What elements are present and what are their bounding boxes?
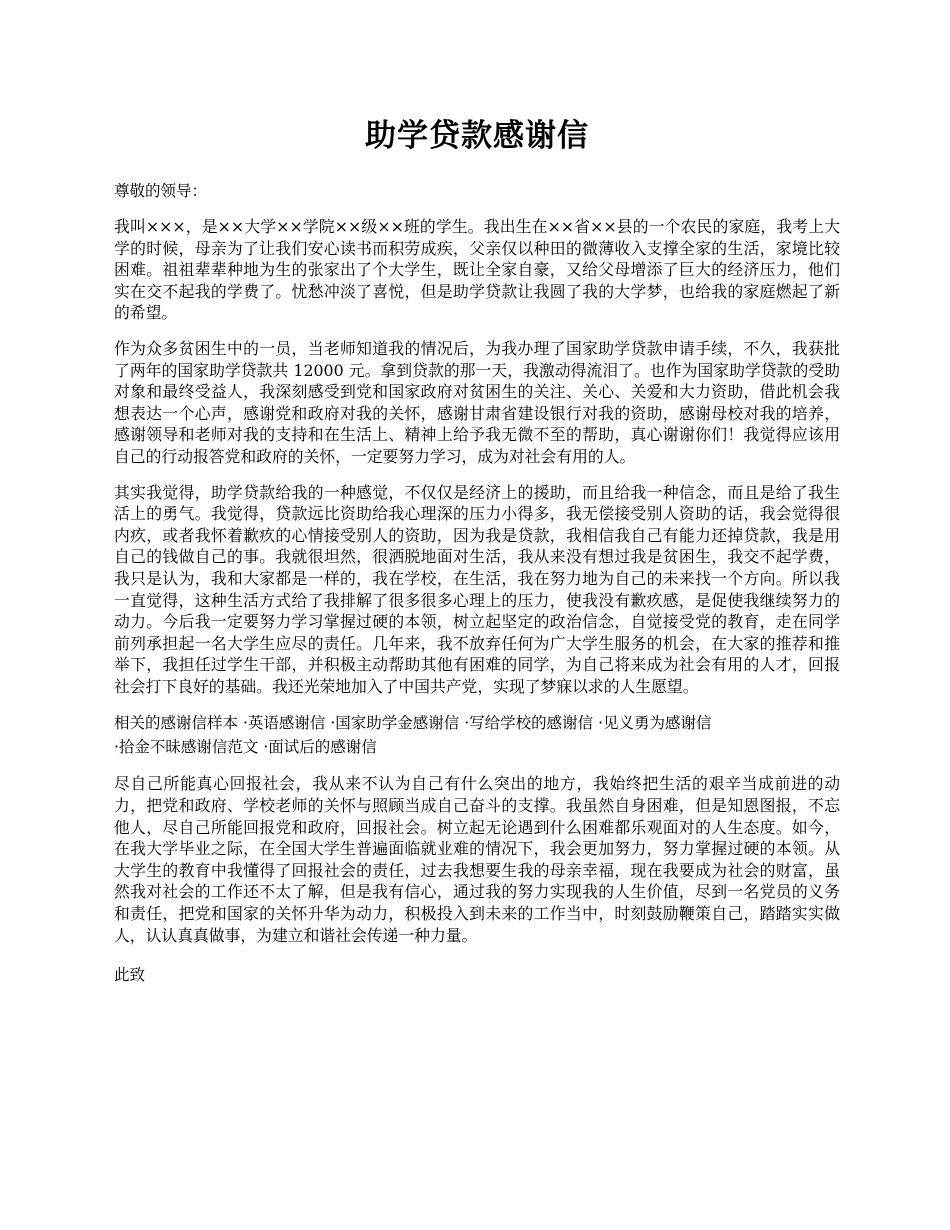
- body-paragraph-1: 我叫×××，是××大学××学院××级××班的学生。我出生在××省××县的一个农民的家庭，我考上大学的时候，母亲为了让我们安心读书而积劳成疾，父亲仅以种田的微薄收入支撑全家的生活，家境比较困难。祖祖辈辈种地为生的张家出了个大学生，既让全家自豪，又给父母增添了巨大的经济压力，他们实在交不起我的学费了。忧愁冲淡了喜悦，但是助学贷款让我圆了我的大学梦，也给我的家庭燃起了新的希望。: [114, 217, 840, 323]
- related-label: 相关的感谢信样本: [114, 714, 239, 733]
- body-paragraph-2: 作为众多贫困生中的一员，当老师知道我的情况后，为我办理了国家助学贷款申请手续，不久，我获批了两年的国家助学贷款共 12000 元。拿到贷款的那一天，我激动得流泪了。也作为国家助学贷款的受助对象和最终受益人，我深刻感受到党和国家政府对贫困生的关注、关心、关爱和大力资助，借此机会我想表达一个心声，感谢党和政府对我的关怀，感谢甘肃省建设银行对我的资助，感谢母校对我的培养，感谢领导和老师对我的支持和在生活上、精神上给予我无微不至的帮助，真心谢谢你们！我觉得应该用自己的行动报答党和政府的关怀，一定要努力学习，成为对社会有用的人。: [114, 338, 840, 466]
- document-page: [114, 0, 840, 986]
- closing: 此致: [114, 966, 146, 985]
- related-link-after-interview[interactable]: ·面试后的感谢信: [263, 738, 377, 757]
- related-link-english[interactable]: ·英语感谢信: [242, 714, 326, 733]
- related-letters-list: [114, 711, 840, 759]
- salutation: 尊敬的领导：: [114, 182, 208, 200]
- document-title: 助学贷款感谢信: [365, 118, 589, 154]
- body-paragraph-4: 尽自己所能真心回报社会，我从来不认为自己有什么突出的地方，我始终把生活的艰辛当成前进的动力，把党和政府、学校老师的关怀与照顾当成自己奋斗的支撑。我虽然自身困难，但是知恩图报，不忘他人，尽自己所能回报党和政府，回报社会。树立起无论遇到什么困难都乐观面对的人生态度。如今，在我大学毕业之际，在全国大学生普遍面临就业难的情况下，我会更加努力，努力掌握过硬的本领。从大学生的教育中我懂得了回报社会的责任，过去我想要生我的母亲幸福，现在我要成为社会的财富，虽然我对社会的工作还不太了解，但是我有信心，通过我的努力实现我的人生价值，尽到一名党员的义务和责任，把党和国家的关怀升华为动力，积极投入到未来的工作当中，时刻鼓励鞭策自己，踏踏实实做人，认认真真做事，为建立和谐社会传递一种力量。: [114, 774, 840, 945]
- related-link-bravery[interactable]: ·见义勇为感谢信: [598, 714, 712, 733]
- related-link-honesty[interactable]: ·拾金不昧感谢信范文: [114, 738, 259, 757]
- related-link-national-grant[interactable]: ·国家助学金感谢信: [330, 714, 460, 733]
- body-paragraph-3: 其实我觉得，助学贷款给我的一种感觉，不仅仅是经济上的援助，而且给我一种信念，而且是给了我生活上的勇气。我觉得，贷款远比资助给我心理深的压力小得多，我无偿接受别人资助的话，我会觉得很内疚，或者我怀着歉疚的心情接受别人的资助，因为我是贷款，我相信我自己有能力还掉贷款，我是用自己的钱做自己的事。我就很坦然，很洒脱地面对生活，我从来没有想过我是贫困生，我交不起学费，我只是认为，我和大家都是一样的，我在学校，在生活，我在努力地为自己的未来找一个方向。所以我一直觉得，这种生活方式给了我排解了很多很多心理上的压力，使我没有歉疚感，是促使我继续努力的动力。今后我一定要努力学习掌握过硬的本领，树立起坚定的政治信念，自觉接受党的教育，走在同学前列承担起一名大学生应尽的责任。几年来，我不放弃任何为广大学生服务的机会，在大家的推荐和推举下，我担任过学生干部，并积极主动帮助其他有困难的同学，为自己将来成为社会有用的人才，回报社会打下良好的基础。我还光荣地加入了中国共产党，实现了梦寐以求的人生愿望。: [114, 482, 840, 696]
- related-link-to-school[interactable]: ·写给学校的感谢信: [464, 714, 594, 733]
